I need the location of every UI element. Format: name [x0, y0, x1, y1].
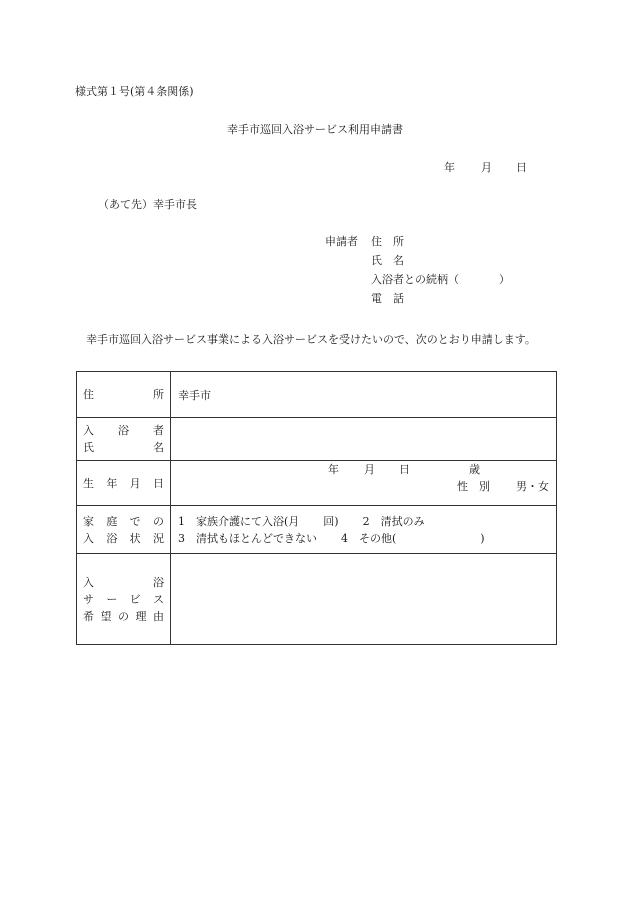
bathing-label-line1: 家 庭 で の: [83, 514, 164, 528]
date-month-label: 月: [481, 161, 492, 174]
reason-label-cell: [77, 554, 171, 645]
application-table: [76, 371, 557, 645]
applicant-phone-label: 電 話: [371, 292, 404, 305]
age-label: 歳: [469, 463, 480, 476]
bather-label-line2: 氏 名: [83, 441, 164, 454]
birth-year-label: 年: [328, 463, 339, 476]
date-year-label: 年: [444, 161, 455, 174]
birth-value-cell: [171, 461, 557, 506]
reason-label-line3: 希 望 の 理 由: [83, 610, 164, 623]
bather-name-value-cell[interactable]: [171, 418, 557, 461]
row-birth: [77, 461, 557, 506]
bather-name-label-cell: [77, 418, 171, 461]
bathing-options-line2: [178, 530, 556, 547]
form-number: 様式第１号(第４条関係): [75, 85, 194, 98]
relation-close-paren: ）: [499, 273, 510, 286]
application-statement: 幸手市巡回入浴サービス事業による入浴サービスを受けたいので、次のとおり申請します。: [86, 333, 536, 346]
bathing-option-4-close: ): [480, 531, 485, 545]
bathing-label-cell: [77, 506, 171, 554]
applicant-label: 申請者: [325, 235, 358, 248]
relation-text: 入浴者との続柄: [371, 273, 448, 286]
addressee: （あて先）幸手市長: [98, 198, 197, 211]
reason-label-line1: 入 浴: [83, 576, 164, 589]
address-label-cell: [77, 372, 171, 418]
birth-label-cell: [77, 461, 171, 506]
bathing-option-1-unit: 回): [323, 514, 339, 528]
birth-month-label: 月: [364, 463, 375, 476]
applicant-name-label: 氏 名: [371, 254, 404, 267]
bathing-label-line2: 入 浴 状 況: [83, 531, 164, 545]
relation-open-paren: （: [448, 273, 459, 286]
row-reason: [77, 554, 557, 645]
bathing-option-4: 4 その他(: [341, 531, 397, 545]
reason-label-line2: サ ー ビ ス: [83, 593, 164, 606]
bathing-option-3: 3 清拭もほとんどできない: [178, 531, 317, 545]
bathing-options-cell: [171, 506, 557, 554]
birth-day-label: 日: [399, 463, 410, 476]
row-bathing-status: [77, 506, 557, 554]
bathing-options-line1: [178, 513, 556, 530]
address-label: 住 所: [83, 388, 164, 401]
sex-options: 男・女: [516, 480, 549, 493]
applicant-address-label: 住 所: [371, 235, 404, 248]
bather-label-line1: 入 浴 者: [83, 424, 164, 437]
bathing-option-2: 2 清拭のみ: [362, 514, 425, 528]
row-bather-name: [77, 418, 557, 461]
applicant-relation-label: [371, 273, 510, 287]
row-address: [77, 372, 557, 418]
reason-value-cell[interactable]: [171, 554, 557, 645]
address-value: 幸手市: [178, 388, 211, 402]
address-value-cell: [171, 372, 557, 418]
form-title: 幸手市巡回入浴サービス利用申請書: [227, 123, 403, 136]
date-day-label: 日: [516, 161, 527, 174]
sex-label: 性 別: [457, 480, 490, 493]
birth-label: 生 年 月 日: [83, 476, 164, 490]
bathing-option-1: 1 家族介護にて入浴(月: [178, 514, 300, 528]
